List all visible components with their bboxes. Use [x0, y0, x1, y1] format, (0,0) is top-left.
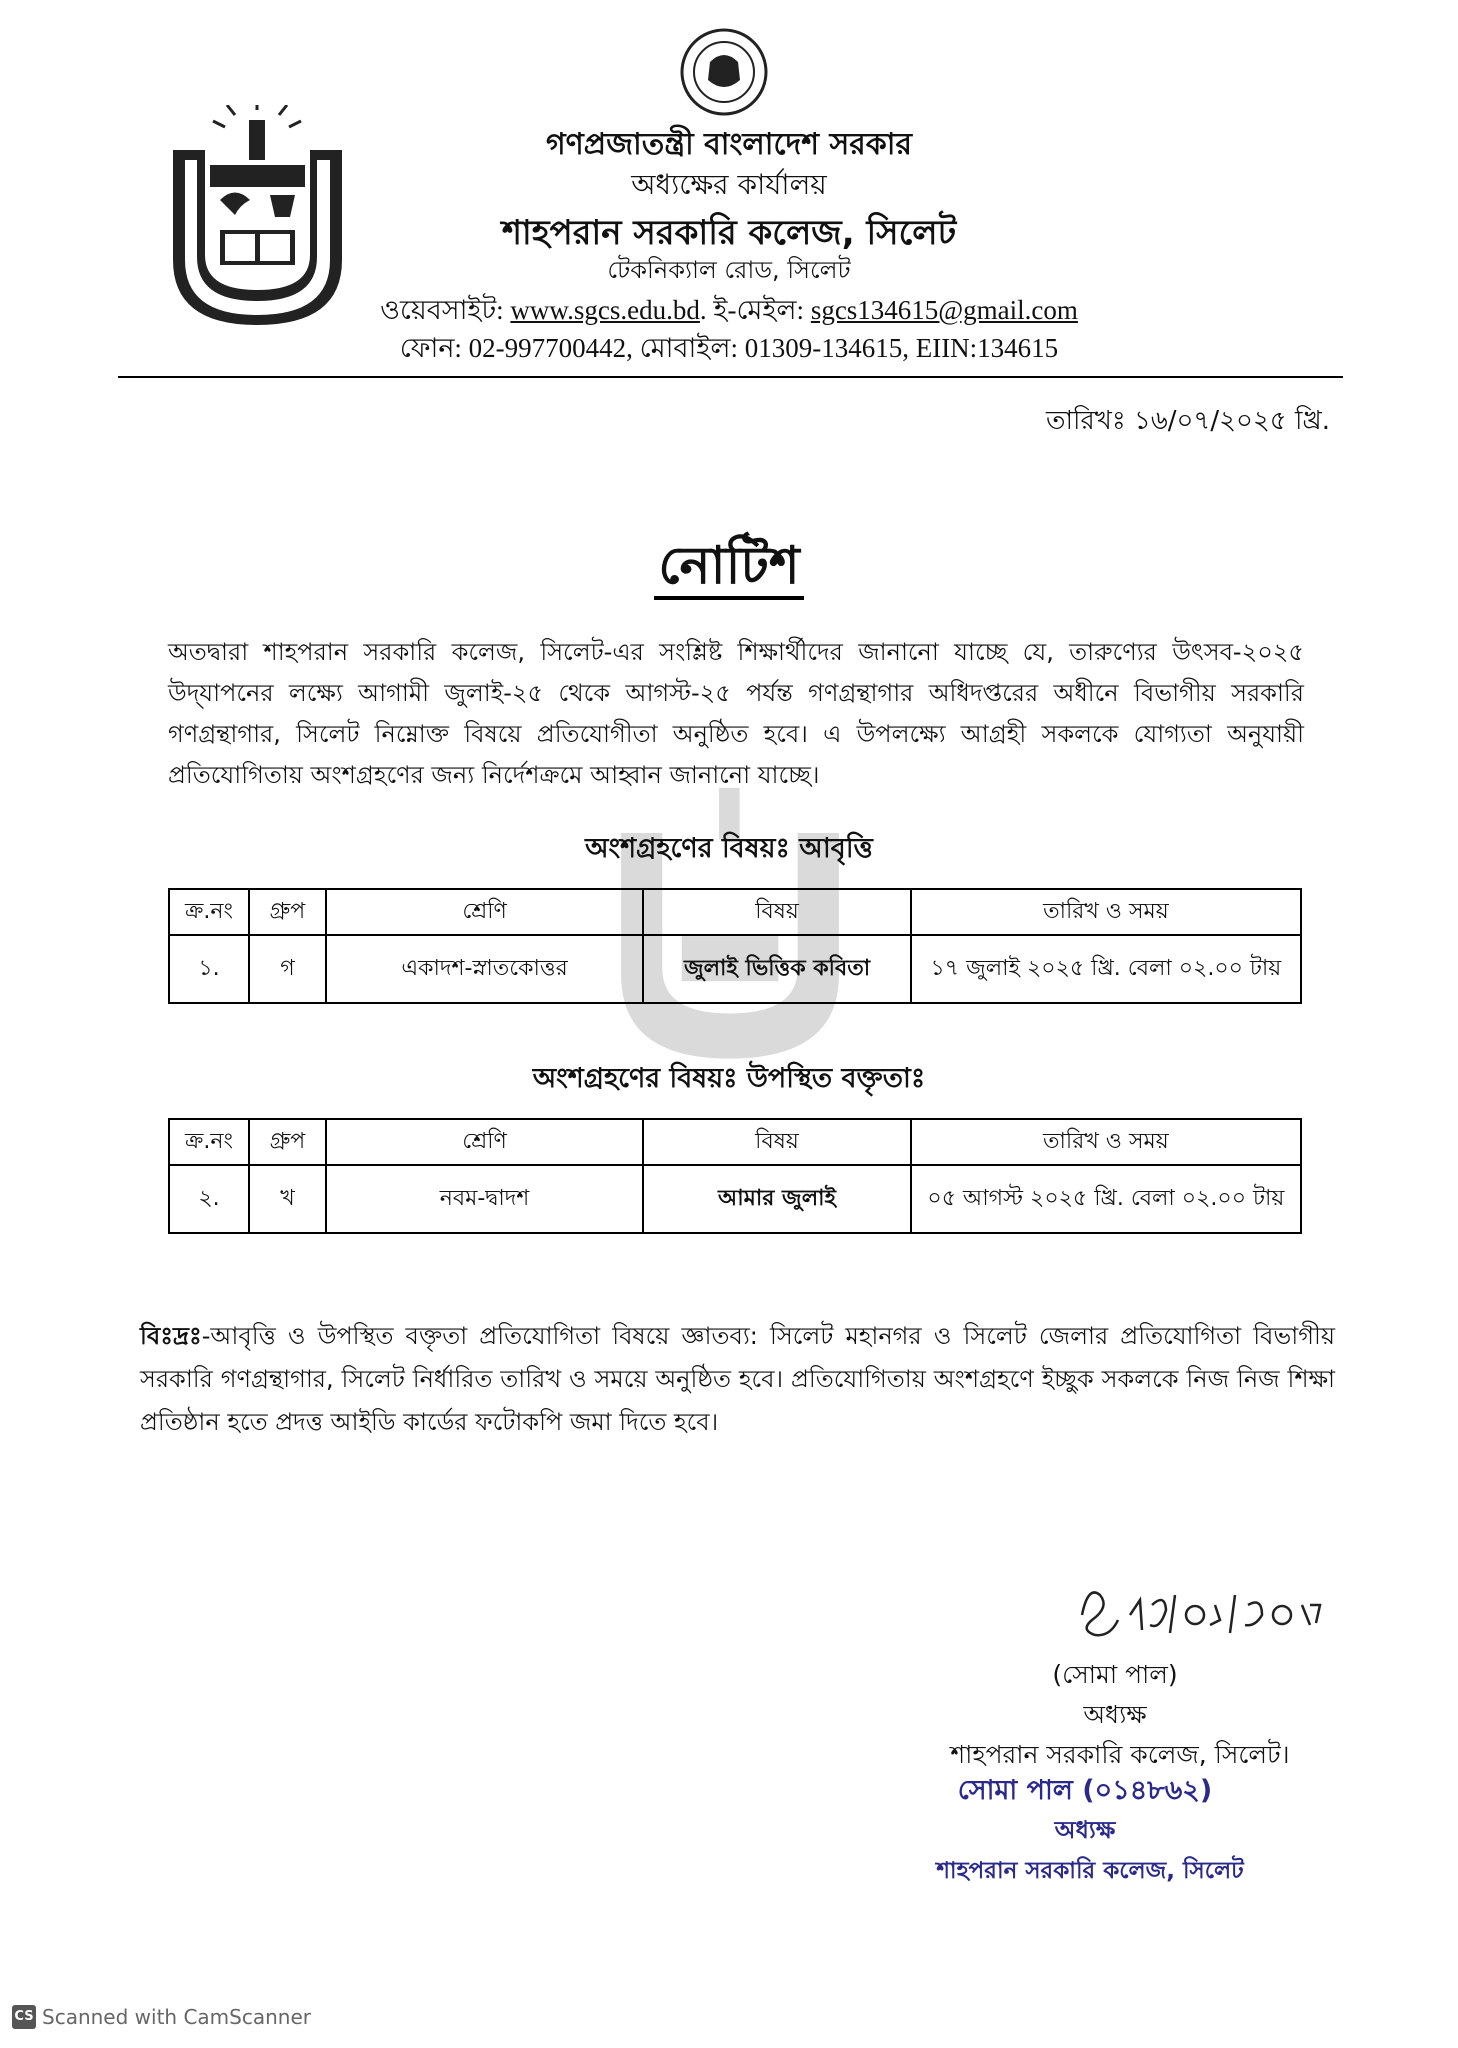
col-datetime: তারিখ ও সময় [911, 889, 1301, 935]
table-row [169, 1165, 1301, 1233]
government-title: গণপ্রজাতন্ত্রী বাংলাদেশ সরকার [546, 127, 912, 162]
stamp-institution: শাহপরান সরকারি কলেজ, সিলেট [936, 1858, 1244, 1884]
col-subject: বিষয় [643, 889, 910, 935]
col-group: গ্রুপ [249, 889, 326, 935]
signatory-institution: শাহপরান সরকারি কলেজ, সিলেট। [950, 1740, 1290, 1769]
table-header-row [169, 1119, 1301, 1165]
cell-group: খ [249, 1165, 326, 1233]
camscanner-icon: CS [12, 2005, 36, 2029]
cell-subject: আমার জুলাই [643, 1165, 911, 1233]
email-label: . ই-মেইল: [699, 295, 805, 325]
scanner-footer [12, 2005, 311, 2029]
header-divider [118, 376, 1343, 378]
phone-line: ফোন: 02-997700442, মোবাইল: 01309-134615, EIIN:134615 [399, 333, 1059, 363]
college-address: টেকনিক্যাল রোড, সিলেট [607, 256, 851, 284]
cell-datetime: ১৭ জুলাই ২০২৫ খ্রি. বেলা ০২.০০ টায় [911, 935, 1301, 1003]
table-row [169, 935, 1301, 1003]
col-class: শ্রেণি [326, 889, 643, 935]
scanner-text: Scanned with CamScanner [42, 2005, 311, 2029]
col-serial: ক্র.নং [169, 1119, 249, 1165]
college-name: শাহপরান সরকারি কলেজ, সিলেট [501, 213, 957, 253]
cell-serial: ১. [169, 935, 249, 1003]
stamp-name: সোমা পাল (০১৪৮৬২) [957, 1775, 1213, 1806]
col-subject: বিষয় [643, 1119, 911, 1165]
intro-paragraph: অতদ্বারা শাহপরান সরকারি কলেজ, সিলেট-এর সংশ্লিষ্ট শিক্ষার্থীদের জানানো যাচ্ছে যে, তারুণ্যের উৎসব-২০২৫ উদ্‌যাপনের লক্ষ্যে আগামী জুলাই-২৫ থেকে আগস্ট-২৫ পর্যন্ত গণগ্রন্থাগার অধিদপ্তরের অধীনে বিভাগীয় সরকারি গণগ্রন্থাগার, সিলেট নিম্নোক্ত বিষয়ে প্রতিযোগীতা অনুষ্ঠিত হবে। এ উপলক্ষ্যে আগ্রহী সকলকে যোগ্যতা অনুযায়ী প্রতিযোগিতায় অংশগ্রহণের জন্য নির্দেশক্রমে আহ্বান জানানো যাচ্ছে। [168, 638, 1304, 789]
cell-datetime: ০৫ আগস্ট ২০২৫ খ্রি. বেলা ০২.০০ টায় [911, 1165, 1301, 1233]
col-group: গ্রুপ [249, 1119, 326, 1165]
signatory-name: (সোমা পাল) [1052, 1660, 1178, 1689]
section1-table [168, 888, 1302, 1004]
notice-title [0, 525, 1458, 612]
cell-serial: ২. [169, 1165, 249, 1233]
website-label: ওয়েবসাইট: [380, 295, 504, 325]
handwritten-signature [1070, 1575, 1360, 1645]
note-prefix: বিঃদ্রঃ [140, 1322, 202, 1350]
section1-heading: অংশগ্রহণের বিষয়ঃ আবৃত্তি [585, 833, 873, 864]
cell-subject: জুলাই ভিত্তিক কবিতা [643, 935, 910, 1003]
section2-heading: অংশগ্রহণের বিষয়ঃ উপস্থিত বক্তৃতাঃ [532, 1063, 926, 1094]
col-class: শ্রেণি [326, 1119, 643, 1165]
office-title: অধ্যক্ষের কার্যালয় [631, 168, 827, 201]
website-link[interactable]: www.sgcs.edu.bd [510, 295, 700, 325]
col-serial: ক্র.নং [169, 889, 249, 935]
cell-group: গ [249, 935, 326, 1003]
government-seal [680, 28, 768, 116]
section2-table [168, 1118, 1302, 1234]
notice-title-text: নোটিশ [654, 536, 803, 600]
note-text: -আবৃত্তি ও উপস্থিত বক্তৃতা প্রতিযোগিতা বিষয়ে জ্ঞাতব্য: সিলেট মহানগর ও সিলেট জেলার প্রতিযোগিতা বিভাগীয় সরকারি গণগ্রন্থাগার, সিলেট নির্ধারিত তারিখ ও সময়ে অনুষ্ঠিত হবে। প্রতিযোগিতায় অংশগ্রহণে ইচ্ছুক সকলকে নিজ নিজ শিক্ষা প্রতিষ্ঠান হতে প্রদত্ত আইডি কার্ডের ফটোকপি জমা দিতে হবে। [140, 1322, 1335, 1436]
signatory-designation: অধ্যক্ষ [1083, 1700, 1147, 1729]
col-datetime: তারিখ ও সময় [911, 1119, 1301, 1165]
stamp-designation: অধ্যক্ষ [1054, 1816, 1116, 1844]
email-link[interactable]: sgcs134615@gmail.com [810, 295, 1078, 325]
notice-date: তারিখঃ ১৬/০৭/২০২৫ খ্রি. [1046, 406, 1330, 436]
cell-class: নবম-দ্বাদশ [326, 1165, 643, 1233]
note-paragraph [140, 1315, 1335, 1444]
cell-class: একাদশ-স্নাতকোত্তর [326, 935, 643, 1003]
table-header-row [169, 889, 1301, 935]
